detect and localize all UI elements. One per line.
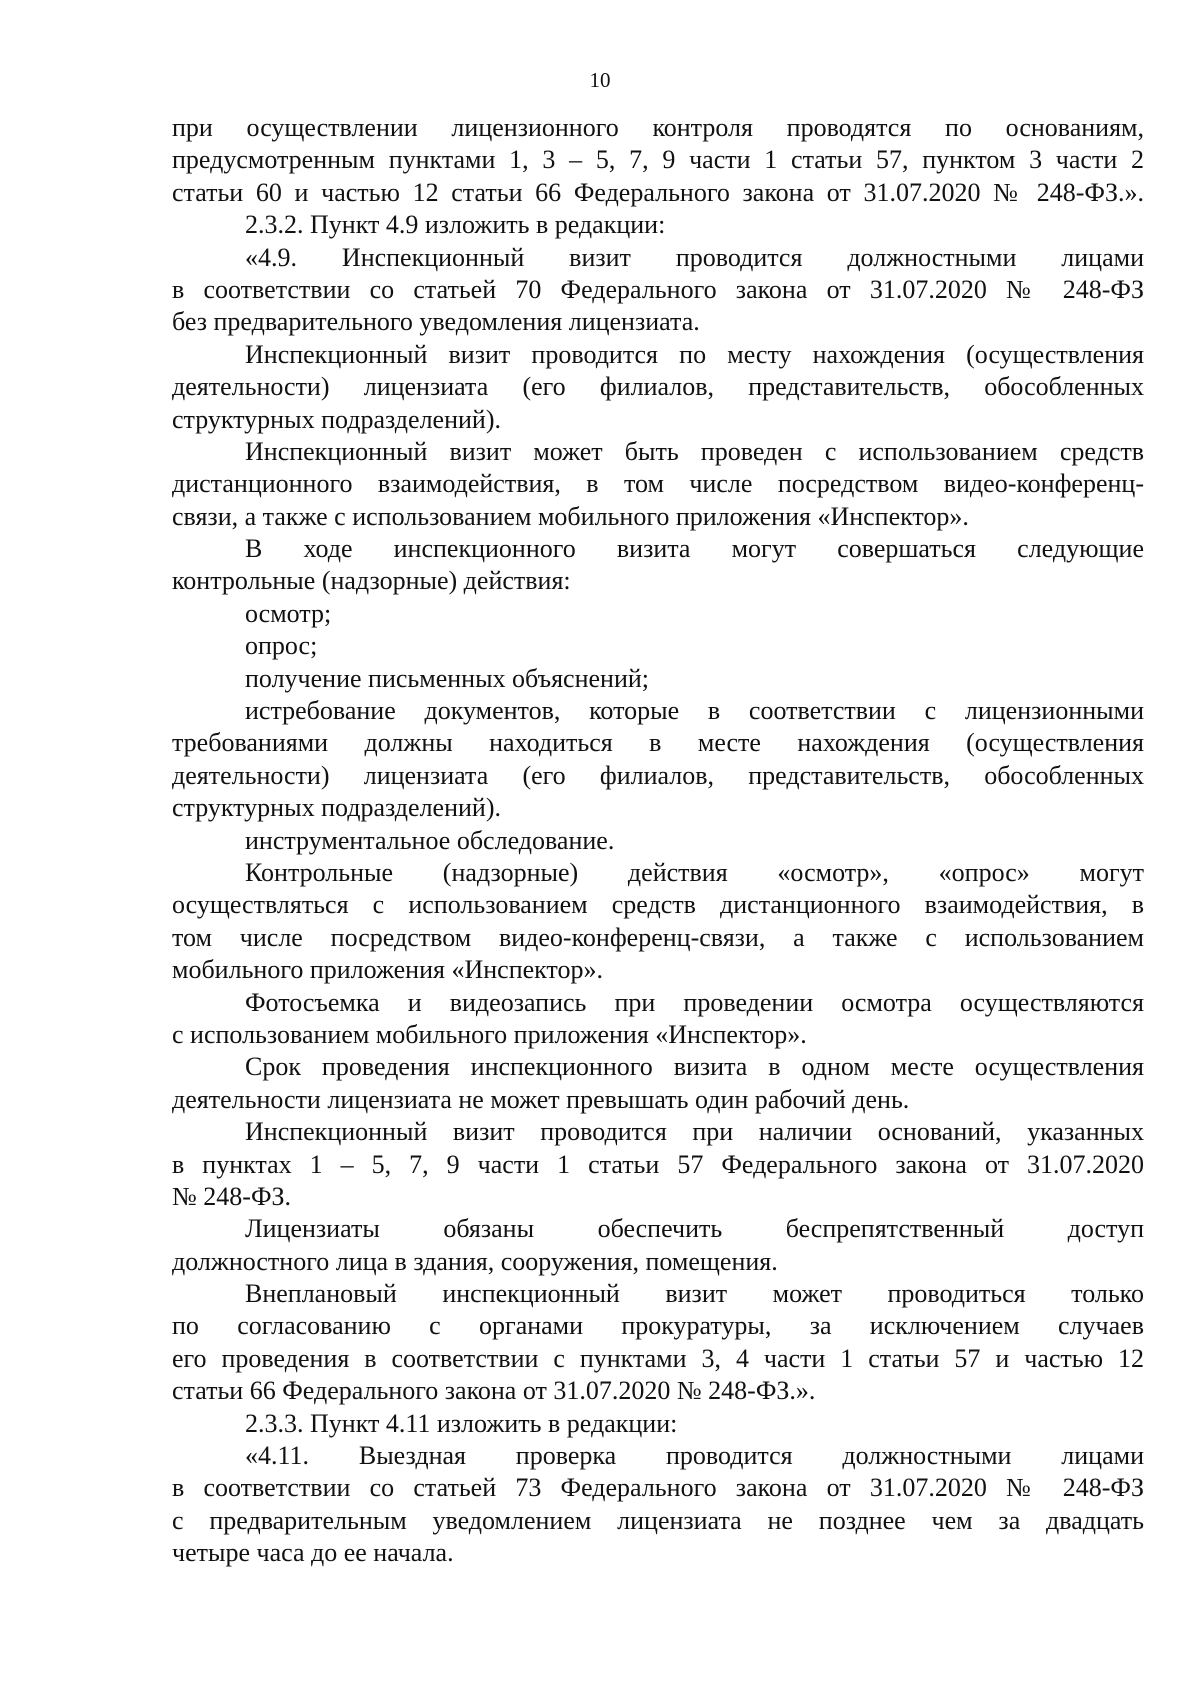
text-line: № 248-ФЗ.	[172, 1181, 292, 1211]
text-line: 2.3.3. Пункт 4.11 изложить в редакции:	[245, 1408, 678, 1438]
text-line: осуществляться с использованием средств дистанционного взаимодействия, в	[172, 890, 1144, 920]
text-line: структурных подразделений).	[172, 793, 501, 823]
text-line: мобильного приложения «Инспектор».	[172, 955, 603, 985]
text-line: требованиями должны находиться в месте нахождения (осуществления	[172, 728, 1144, 758]
text-line: структурных подразделений).	[172, 404, 501, 434]
text-line: Инспекционный визит проводится при наличии оснований, указанных	[245, 1117, 1144, 1147]
text-line: связи, а также с использованием мобильного приложения «Инспектор».	[172, 501, 969, 531]
text-line: с предварительным уведомлением лицензиата не позднее чем за двадцать	[172, 1505, 1144, 1535]
text-line: в соответствии со статьей 73 Федерального закона от 31.07.2020 № 248-ФЗ	[172, 1473, 1144, 1503]
text-line: по согласованию с органами прокуратуры, за исключением случаев	[172, 1311, 1144, 1341]
text-line: деятельности) лицензиата (его филиалов, представительств, обособленных	[172, 760, 1144, 790]
text-line: Лицензиаты обязаны обеспечить беспрепятственный доступ	[245, 1214, 1144, 1244]
text-line: Внеплановый инспекционный визит может проводиться только	[245, 1279, 1144, 1309]
document-body	[172, 112, 1144, 1570]
page-number: 10	[589, 68, 611, 92]
text-line: Инспекционный визит проводится по месту нахождения (осуществления	[245, 339, 1144, 369]
text-line: В ходе инспекционного визита могут совершаться следующие	[245, 534, 1144, 564]
text-line: дистанционного взаимодействия, в том числе посредством видео-конференц-	[172, 469, 1144, 499]
text-line: опрос;	[245, 631, 318, 661]
text-line: инструментальное обследование.	[245, 825, 615, 855]
text-line: статьи 60 и частью 12 статьи 66 Федерального закона от 31.07.2020 № 248-ФЗ.».	[172, 177, 1144, 207]
text-line: том числе посредством видео-конференц-связи, а также с использованием	[172, 922, 1144, 952]
text-line: контрольные (надзорные) действия:	[172, 566, 571, 596]
text-line: деятельности) лицензиата (его филиалов, представительств, обособленных	[172, 372, 1144, 402]
text-line: при осуществлении лицензионного контроля проводятся по основаниям,	[172, 113, 1144, 142]
text-line: в соответствии со статьей 70 Федерального закона от 31.07.2020 № 248-ФЗ	[172, 274, 1144, 304]
text-line: статьи 66 Федерального закона от 31.07.2020 № 248-ФЗ.».	[172, 1376, 816, 1406]
text-line: Инспекционный визит может быть проведен с использованием средств	[245, 436, 1144, 466]
text-line: Срок проведения инспекционного визита в одном месте осуществления	[245, 1052, 1144, 1082]
text-line: «4.9. Инспекционный визит проводится должностными лицами	[245, 242, 1144, 272]
text-line: должностного лица в здания, сооружения, помещения.	[172, 1246, 778, 1276]
text-line: четыре часа до ее начала.	[172, 1538, 454, 1568]
text-line: Контрольные (надзорные) действия «осмотр», «опрос» могут	[245, 857, 1144, 887]
text-line: деятельности лицензиата не может превышать один рабочий день.	[172, 1084, 910, 1114]
text-line: предусмотренным пунктами 1, 3 – 5, 7, 9 части 1 статьи 57, пунктом 3 части 2	[172, 145, 1144, 175]
text-line: в пунктах 1 – 5, 7, 9 части 1 статьи 57 Федерального закона от 31.07.2020	[172, 1149, 1144, 1179]
text-line: осмотр;	[245, 598, 332, 628]
text-line: 2.3.2. Пункт 4.9 изложить в редакции:	[245, 210, 666, 240]
text-line: Фотосъемка и видеозапись при проведении осмотра осуществляются	[245, 987, 1144, 1017]
text-line: без предварительного уведомления лицензиата.	[172, 307, 700, 337]
text-line: «4.11. Выездная проверка проводится должностными лицами	[245, 1441, 1144, 1471]
text-line: истребование документов, которые в соответствии с лицензионными	[245, 696, 1144, 726]
text-line: с использованием мобильного приложения «Инспектор».	[172, 1019, 807, 1049]
text-line: получение письменных объяснений;	[245, 663, 649, 693]
text-line: его проведения в соответствии с пунктами 3, 4 части 1 статьи 57 и частью 12	[172, 1343, 1144, 1373]
